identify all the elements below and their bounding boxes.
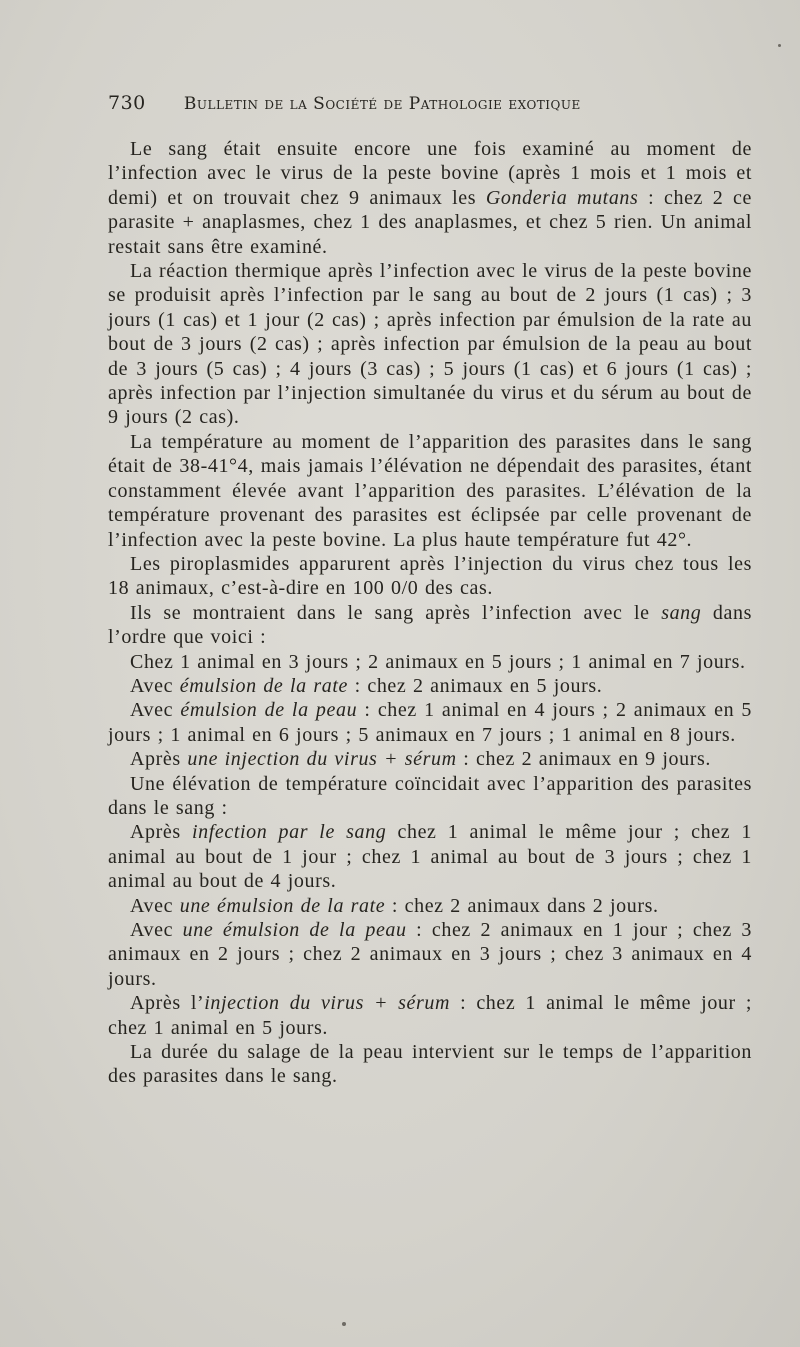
paragraph [108, 601, 752, 650]
paragraph [108, 698, 752, 747]
italic-text: injection du virus + sérum [204, 992, 451, 1015]
italic-text: Gonderia mutans [485, 186, 639, 209]
text-run: : chez 1 animal le même jour ; chez 1 animal en 5 jours. [108, 992, 752, 1039]
paragraph [108, 552, 752, 601]
text-run: Après [130, 821, 192, 844]
text-run: Avec [130, 894, 180, 917]
italic-text: une émulsion de la rate [179, 894, 386, 917]
text-run: Avec [130, 699, 181, 722]
paragraph [108, 674, 752, 698]
journal-title: Bulletin de la Société de Pathologie exotique [183, 94, 581, 114]
paragraph [108, 820, 752, 893]
text-run: La réaction thermique après l’infection avec le virus de la peste bovine se produisit après l’infection par le sang au bout de 2 jours (1 cas) ; 3 jours (1 cas) et 1 jour (2 cas) ; après infection par émulsion de la rate au bout de 3 jours (2 cas) ; après infection par émulsion de la peau au bout de 3 jours (5 cas) ; 4 jours (3 cas) ; 5 jours (1 cas) et 6 jours (1 cas) ; après infection par l’injection simultanée du virus et du sérum au bout de 9 jours (2 cas). [108, 260, 752, 429]
italic-text: émulsion de la peau [180, 699, 358, 722]
paragraph [108, 259, 752, 430]
italic-text: infection par le sang [191, 821, 387, 844]
text-run: : chez 2 ce parasite + anaplasmes, chez 1 des anaplasmes, et chez 5 rien. Un animal restait sans être examiné. [108, 186, 752, 258]
text-run: : chez 2 animaux en 9 jours. [456, 748, 711, 771]
paragraph [108, 430, 752, 552]
paragraph [108, 747, 752, 771]
paper-speck [778, 44, 781, 47]
text-run: Après [130, 748, 188, 771]
paragraph [108, 918, 752, 991]
paragraph [108, 991, 752, 1040]
text-run: : chez 2 animaux dans 2 jours. [385, 894, 659, 917]
text-run: : chez 2 animaux en 1 jour ; chez 3 animaux en 2 jours ; chez 2 animaux en 3 jours ; chez 3 animaux en 4 jours. [108, 919, 752, 990]
text-run: dans l’ordre que voici : [108, 601, 752, 649]
italic-text: une injection du virus + sérum [187, 748, 457, 771]
text-run: Les piroplasmides apparurent après l’injection du virus chez tous les 18 animaux, c’est-à-dire en 100 0/0 des cas. [108, 552, 752, 600]
page-number: 730 [108, 92, 146, 114]
text-run: Ils se montraient dans le sang après l’infection avec le [130, 601, 662, 624]
italic-text: sang [661, 601, 702, 624]
text-run: Une élévation de température coïncidait avec l’apparition des parasites dans le sang : [108, 772, 752, 819]
text-run: : chez 2 animaux en 5 jours. [348, 674, 603, 697]
text-run: Chez 1 animal en 3 jours ; 2 animaux en 5 jours ; 1 animal en 7 jours. [130, 650, 746, 673]
running-header [108, 92, 708, 114]
body-text [108, 137, 752, 1089]
text-run: Avec [130, 919, 183, 941]
text-run: Le sang était ensuite encore une fois examiné au moment de l’infection avec le virus de la peste bovine (après 1 mois et 1 mois et demi) et on trouvait chez 9 animaux les [108, 138, 752, 209]
text-run: chez 1 animal le même jour ; chez 1 animal au bout de 1 jour ; chez 1 animal au bout de 3 jours ; chez 1 animal au bout de 4 jours. [108, 821, 752, 893]
text-run: : chez 1 animal en 4 jours ; 2 animaux en 5 jours ; 1 animal en 6 jours ; 5 animaux en 7 jours ; 1 animal en 8 jours. [108, 699, 752, 746]
paper-speck [342, 1322, 346, 1326]
paragraph [108, 650, 752, 674]
text-run: La température au moment de l’apparition des parasites dans le sang était de 38-41°4, mais jamais l’élévation ne dépendait des parasites, étant constamment élevée avant l’apparition des parasites. L’élévation de la température provenant des parasites est éclipsée par celle provenant de l’infection avec la peste bovine. La plus haute température fut 42°. [108, 430, 752, 551]
text-run: La durée du salage de la peau intervient sur le temps de l’apparition des parasites dans le sang. [108, 1041, 752, 1088]
paragraph [108, 137, 752, 259]
paragraph [108, 1040, 752, 1089]
text-run: Après l’ [130, 992, 205, 1015]
italic-text: émulsion de la rate [179, 674, 348, 697]
paragraph [108, 772, 752, 821]
italic-text: une émulsion de la peau [182, 919, 407, 941]
text-run: Avec [130, 674, 180, 697]
paragraph [108, 894, 752, 918]
